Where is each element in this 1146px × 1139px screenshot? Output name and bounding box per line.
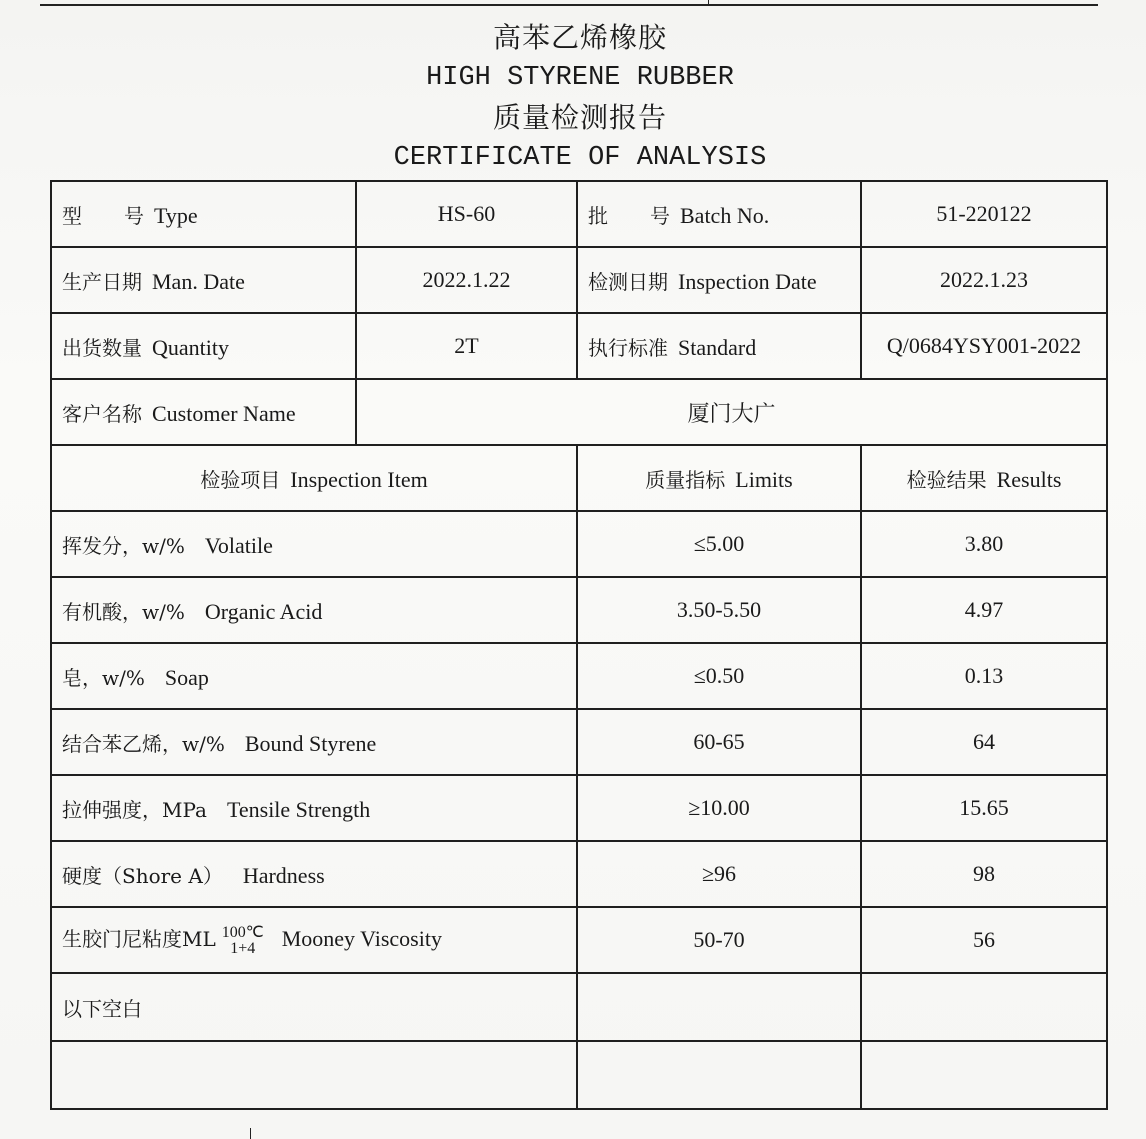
result-row-bound-styrene (51, 709, 1107, 775)
results-header-cn: 检验结果 (906, 467, 987, 492)
batch-label-cn-1: 批 (588, 203, 608, 228)
result-value: 56 (861, 907, 1107, 973)
inspection-date-label-cn: 检测日期 (588, 269, 668, 294)
standard-label (577, 313, 861, 379)
info-row-type (51, 181, 1107, 247)
type-label (51, 181, 356, 247)
analysis-table (50, 180, 1108, 1110)
result-item-en: Volatile (204, 532, 273, 558)
result-item-cn: 生胶门尼粘度ML (62, 927, 216, 952)
info-row-date (51, 247, 1107, 313)
empty-cell (577, 973, 861, 1041)
result-item-en: Tensile Strength (226, 796, 371, 822)
limits-header-en: Limits (735, 466, 793, 492)
limits-header-cn: 质量指标 (645, 467, 726, 492)
result-item (51, 511, 577, 577)
result-row-hardness (51, 841, 1107, 907)
blank-note (51, 973, 577, 1041)
result-value: 3.80 (861, 511, 1107, 577)
quantity-value: 2T (356, 313, 577, 379)
customer-value: 厦门大广 (356, 379, 1107, 445)
document-header (0, 18, 1146, 178)
inspection-item-header-cn: 检验项目 (200, 467, 281, 492)
result-item (51, 775, 577, 841)
man-date-label-cn: 生产日期 (62, 269, 142, 294)
type-label-cn-2: 号 (124, 203, 144, 228)
info-row-quantity (51, 313, 1107, 379)
title-cn: 高苯乙烯橡胶 (492, 21, 667, 54)
inspection-date-label (577, 247, 861, 313)
quantity-label (51, 313, 356, 379)
batch-value: 51-220122 (861, 181, 1107, 247)
blank-note-row (51, 973, 1107, 1041)
quantity-label-en: Quantity (152, 334, 229, 360)
quantity-label-cn: 出货数量 (62, 335, 142, 360)
result-item (51, 709, 577, 775)
result-row-soap (51, 643, 1107, 709)
result-item-en: Bound Styrene (244, 730, 377, 756)
standard-value: Q/0684YSY001-2022 (861, 313, 1107, 379)
mooney-condition-bottom: 1+4 (230, 939, 256, 957)
result-item (51, 841, 577, 907)
top-table-divider (708, 0, 709, 6)
batch-label (577, 181, 861, 247)
subtitle-cn: 质量检测报告 (492, 101, 667, 134)
result-item-en: Soap (164, 664, 209, 690)
result-item (51, 907, 577, 973)
man-date-label (51, 247, 356, 313)
result-value: 64 (861, 709, 1107, 775)
result-item-cn: 结合苯乙烯，w/% (62, 731, 225, 756)
result-value: 4.97 (861, 577, 1107, 643)
mooney-condition (222, 925, 264, 957)
result-item (51, 577, 577, 643)
customer-label-cn: 客户名称 (62, 401, 142, 426)
results-header-row (51, 445, 1107, 511)
inspection-date-value: 2022.1.23 (861, 247, 1107, 313)
customer-label (51, 379, 356, 445)
result-item-cn: 硬度（Shore A） (62, 863, 223, 888)
result-row-organic-acid (51, 577, 1107, 643)
bottom-table-divider (250, 1128, 251, 1139)
empty-row (51, 1041, 1107, 1109)
man-date-label-en: Man. Date (152, 268, 245, 294)
empty-cell (861, 973, 1107, 1041)
limits-header (577, 445, 861, 511)
result-value: 98 (861, 841, 1107, 907)
standard-label-cn: 执行标准 (588, 335, 668, 360)
empty-cell (861, 1041, 1107, 1109)
man-date-value: 2022.1.22 (356, 247, 577, 313)
title-en: HIGH STYRENE RUBBER (426, 63, 734, 93)
type-value: HS-60 (356, 181, 577, 247)
batch-label-cn-2: 号 (650, 203, 670, 228)
result-item-cn: 皂，w/% (62, 665, 145, 690)
subtitle-en: CERTIFICATE OF ANALYSIS (393, 143, 767, 173)
result-limit: 60-65 (577, 709, 861, 775)
inspection-item-header (51, 445, 577, 511)
batch-label-en: Batch No. (680, 202, 770, 228)
result-limit: 50-70 (577, 907, 861, 973)
customer-label-en: Customer Name (152, 400, 296, 426)
result-item-en: Mooney Viscosity (281, 926, 442, 952)
type-label-en: Type (154, 202, 198, 228)
inspection-date-label-en: Inspection Date (678, 268, 817, 294)
result-limit: 3.50-5.50 (577, 577, 861, 643)
result-limit: ≥10.00 (577, 775, 861, 841)
result-item-cn: 有机酸，w/% (62, 599, 185, 624)
result-row-tensile-strength (51, 775, 1107, 841)
result-item-en: Organic Acid (204, 598, 323, 624)
empty-cell (577, 1041, 861, 1109)
result-item (51, 643, 577, 709)
type-label-cn-1: 型 (62, 203, 82, 228)
info-row-customer (51, 379, 1107, 445)
result-limit: ≤0.50 (577, 643, 861, 709)
top-table-border (40, 4, 1098, 6)
blank-note-text: 以下空白 (62, 996, 142, 1021)
result-limit: ≤5.00 (577, 511, 861, 577)
result-item-cn: 挥发分，w/% (62, 533, 185, 558)
mooney-condition-top: 100℃ (221, 923, 264, 941)
result-item-en: Hardness (242, 862, 325, 888)
standard-label-en: Standard (678, 334, 757, 360)
result-value: 0.13 (861, 643, 1107, 709)
results-header-en: Results (996, 466, 1062, 492)
result-limit: ≥96 (577, 841, 861, 907)
inspection-item-header-en: Inspection Item (290, 466, 428, 492)
result-item-cn: 拉伸强度，MPa (62, 797, 207, 822)
empty-cell (51, 1041, 577, 1109)
results-header (861, 445, 1107, 511)
result-row-volatile (51, 511, 1107, 577)
result-row-mooney-viscosity (51, 907, 1107, 973)
result-value: 15.65 (861, 775, 1107, 841)
